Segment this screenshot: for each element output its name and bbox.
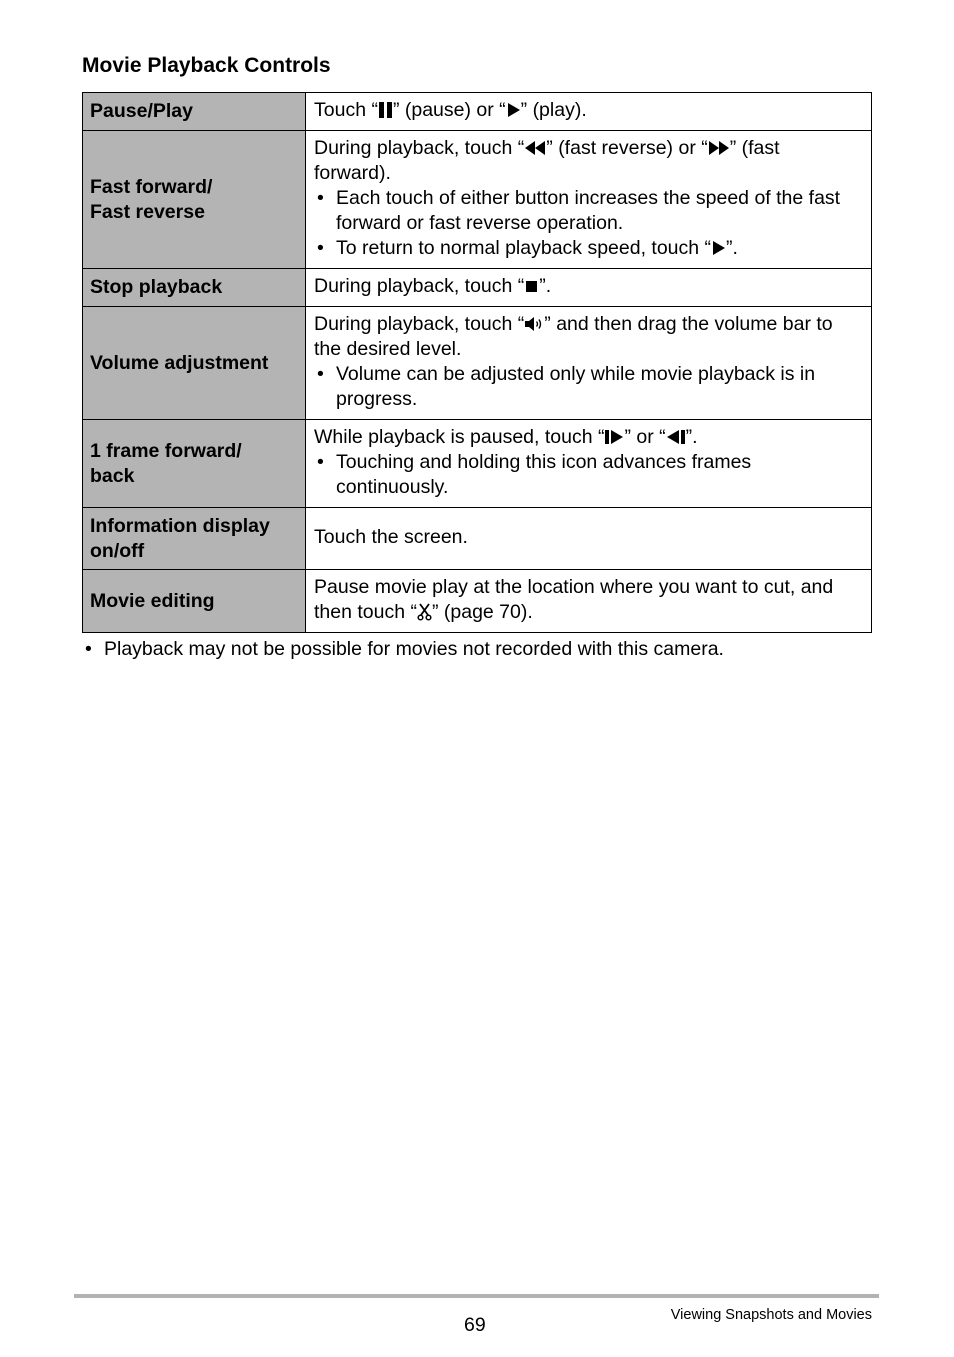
pause-icon [378, 101, 393, 119]
list-item: • Each touch of either button increases the speed of the fast forward or fast reverse operation. [317, 187, 841, 234]
list-item: • To return to normal playback speed, touch “ ”. [317, 237, 738, 259]
table-row [83, 269, 872, 307]
list-item: • Touching and holding this icon advances frames continuously. [317, 451, 752, 498]
playback-controls-table [82, 92, 872, 633]
row-label: Fast forward/ Fast reverse [83, 131, 306, 269]
list-item: • Volume can be adjusted only while movie playback is in progress. [317, 363, 816, 410]
footer-divider [74, 1294, 879, 1298]
fast-reverse-icon [524, 139, 546, 157]
row-description: During playback, touch “ ” (fast reverse) or “ ” (fast forward). • Each touch of either button increases the speed of the fast forward or fast reverse operation. • To return to normal playback speed, touch “ ”. [306, 131, 872, 269]
table-row [83, 93, 872, 131]
row-description: Pause movie play at the location where you want to cut, and then touch “ ” (page 70). [306, 570, 872, 633]
row-label: Information display on/off [83, 508, 306, 570]
table-row [83, 508, 872, 570]
page-number: 69 [464, 1314, 486, 1336]
play-icon [506, 101, 521, 119]
row-description: During playback, touch “ ” and then drag the volume bar to the desired level. • Volume can be adjusted only while movie playback is in progress. [306, 307, 872, 420]
row-label: 1 frame forward/ back [83, 420, 306, 508]
frame-back-icon [666, 428, 686, 446]
row-label: Movie editing [83, 570, 306, 633]
play-icon [711, 239, 726, 257]
row-description: Touch the screen. [306, 508, 872, 570]
row-label: Stop playback [83, 269, 306, 307]
table-row [83, 307, 872, 420]
table-row [83, 420, 872, 508]
volume-icon [524, 315, 544, 333]
fast-forward-icon [708, 139, 730, 157]
row-description: Touch “ ” (pause) or “ ” (play). [306, 93, 872, 131]
scissors-icon [417, 603, 432, 621]
table-row [83, 570, 872, 633]
footnote: • Playback may not be possible for movies not recorded with this camera. [85, 638, 724, 660]
row-label: Pause/Play [83, 93, 306, 131]
footer-section-title: Viewing Snapshots and Movies [670, 1307, 872, 1323]
section-heading: Movie Playback Controls [82, 54, 331, 77]
table-row [83, 131, 872, 269]
row-description: During playback, touch “ ”. [306, 269, 872, 307]
frame-forward-icon [604, 428, 624, 446]
row-label: Volume adjustment [83, 307, 306, 420]
stop-icon [524, 277, 539, 295]
row-description: While playback is paused, touch “ ” or “ ”. • Touching and holding this icon advances frames continuously. [306, 420, 872, 508]
